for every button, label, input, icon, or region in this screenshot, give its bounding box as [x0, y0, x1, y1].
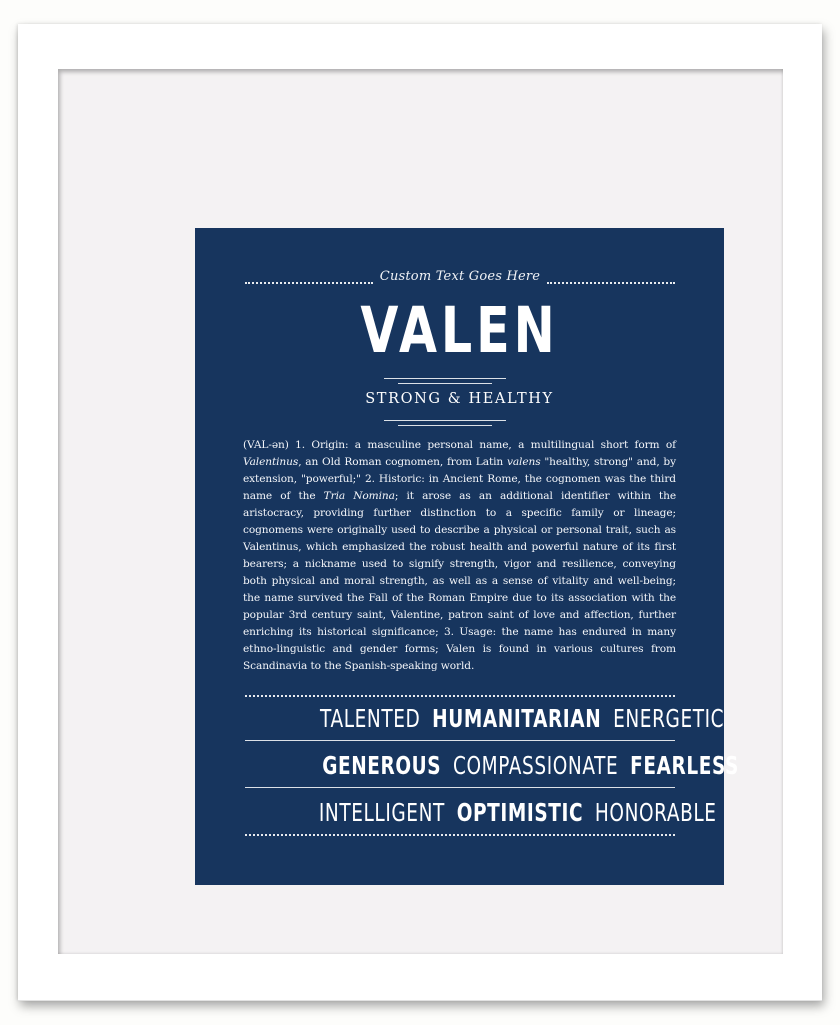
name-poster	[195, 228, 739, 885]
definition-text: (VAL-ən) 1. Origin: a masculine personal name, a multilingual short form of	[243, 439, 676, 451]
traits-rule-2	[245, 787, 675, 788]
traits-row-2	[245, 750, 739, 782]
meaning-rule-top	[384, 420, 506, 421]
trait: FEARLESS	[630, 751, 739, 780]
name-rule-top	[384, 378, 506, 379]
trait: HONORABLE	[594, 798, 717, 827]
traits-dotted-rule-top	[245, 695, 675, 697]
name-definition	[243, 437, 676, 675]
name-meaning: STRONG & HEALTHY	[365, 391, 554, 407]
custom-text-row	[245, 267, 675, 291]
frame-mat	[58, 69, 783, 954]
picture-frame	[18, 24, 822, 1000]
traits-row-1	[245, 703, 725, 735]
traits-rule-1	[245, 740, 675, 741]
definition-text: ; it arose as an additional identifier within the aristocracy, providing further distinction to a specific family or lineage; cognomens were originally used to describe a physical or personal trait, such as Valentinus, which emphasized the robust health and powerful nature of its first bearers; a nickname used to signify strength, vigor and resilience, conveying both physical and moral strength, as well as a sense of vitality and well-being; the name survived the Fall of the Roman Empire due to its association with the popular 3rd century saint, Valentine, patron saint of love and affection, further enriching its historical significance; 3. Usage: the name has endured in many ethno-linguistic and gender forms; Valen is found in various cultures from Scandinavia to the Spanish-speaking world.	[243, 490, 676, 672]
definition-text: , an Old Roman cognomen, from Latin	[298, 456, 507, 468]
custom-text: Custom Text Goes Here	[379, 269, 541, 284]
definition-italic: valens	[506, 456, 541, 468]
definition-italic: Tria Nomina	[323, 490, 395, 502]
trait: OPTIMISTIC	[456, 798, 584, 827]
dotted-rule-right	[547, 282, 675, 284]
definition-italic: Valentinus	[243, 456, 299, 468]
poster-name: VALEN	[360, 294, 559, 367]
trait: HUMANITARIAN	[432, 704, 602, 733]
meaning-rule-bottom	[398, 425, 492, 426]
trait: TALENTED	[320, 704, 421, 733]
traits-dotted-rule-bottom	[245, 834, 675, 836]
definition-text: "healthy, strong" and, by extension, "powerful;" 2. Historic: in Ancient Rome, the cognomen was the third name of the	[243, 456, 677, 502]
trait: GENEROUS	[322, 751, 442, 780]
traits-row-3	[245, 797, 717, 829]
trait: COMPASSIONATE	[453, 751, 619, 780]
name-rule-bottom	[398, 383, 492, 384]
trait: INTELLIGENT	[318, 798, 445, 827]
trait: ENERGETIC	[613, 704, 725, 733]
